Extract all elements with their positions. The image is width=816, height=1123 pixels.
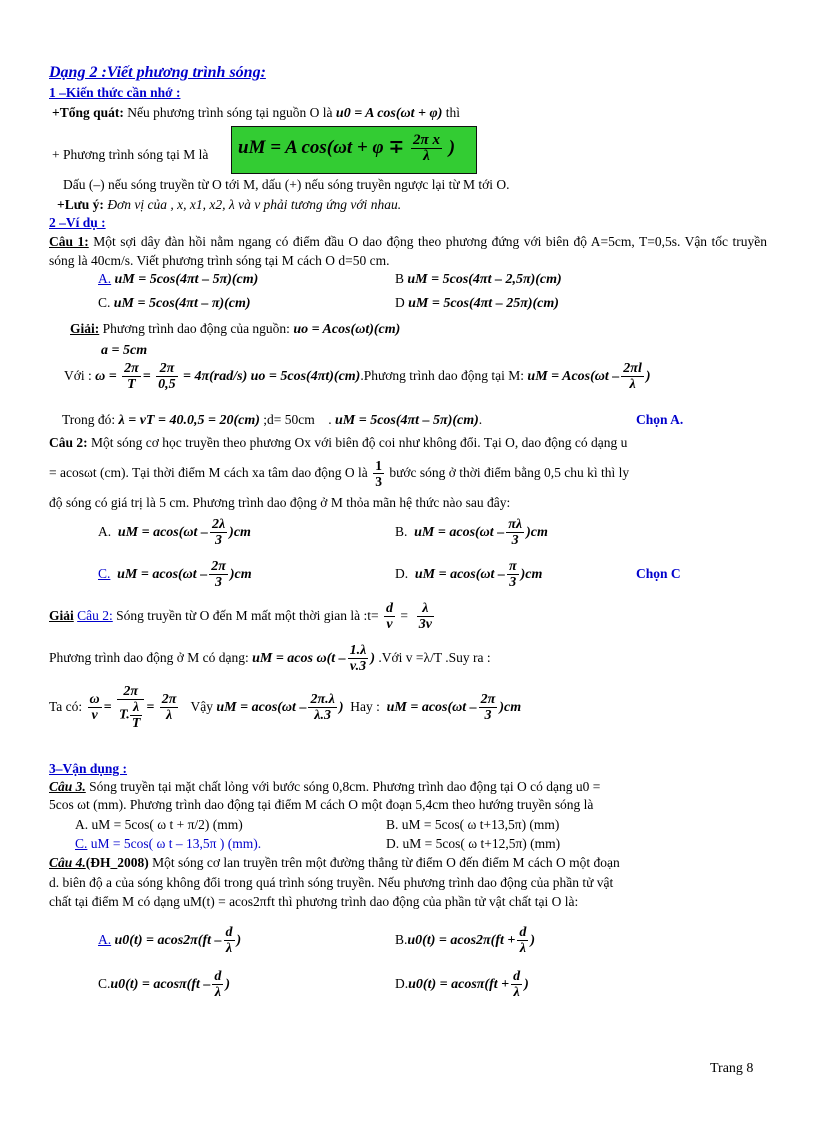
q3-option-d	[386, 835, 560, 853]
sol2-vay-right: )	[338, 700, 344, 715]
sol2-vay-num: 2π.λ	[310, 692, 335, 708]
sol1-formula: uo = Acos(ωt)(cm)	[293, 322, 401, 337]
q4-option-d	[395, 966, 529, 1003]
sol1-choice: Chọn A.	[636, 412, 684, 427]
q2-text-c: bước sóng ở thời điểm bằng 0,5 chu kì thì ly	[389, 465, 630, 480]
q2-option-a-den: 3	[215, 533, 223, 549]
q4-option-b-den: λ	[519, 941, 526, 957]
q4-option-c-num: d	[214, 969, 222, 985]
sol2-label: Giải	[49, 608, 74, 623]
q2-option-a	[98, 514, 251, 551]
section-3-heading: 3–Vận dụng :	[49, 761, 128, 776]
sol2-hay-left: uM = acos(ωt –	[386, 700, 477, 715]
q4-option-d-letter: D.	[395, 976, 409, 991]
q3-option-a-letter: A.	[75, 817, 89, 832]
q2-option-b-num: πλ	[508, 517, 523, 533]
q3-option-b	[386, 816, 559, 834]
q1-option-d-letter: D	[395, 295, 405, 310]
sol2-eq: =	[400, 608, 408, 623]
sol2-2pi-num: 2π	[117, 684, 144, 700]
q1-text	[49, 232, 767, 270]
q4-option-b	[395, 922, 535, 959]
q2-option-d-right: )cm	[520, 567, 543, 582]
q2-option-b-letter: B.	[395, 524, 408, 539]
sol2-line2-num: 1.λ	[349, 643, 367, 659]
q4-option-c-den: λ	[214, 985, 221, 1001]
q4-option-a-left: u0(t) = acos2π(ft –	[114, 933, 222, 948]
q2-option-a-letter: A.	[98, 524, 112, 539]
general-label: +Tổng quát:	[52, 105, 124, 120]
q1-option-d	[395, 294, 559, 313]
q2-option-b	[395, 514, 548, 551]
q2-option-b-right: )cm	[526, 525, 548, 540]
q1-body: Một sợi dây đàn hồi nằm ngang có điểm đầu O dao động theo phương đứng với biên độ A=5cm, T=0,5s. Vận tốc truyền sóng là 40cm/s. Viết phương trình sóng tại M cách O d=50 cm.	[49, 234, 767, 268]
sol1-omega: ω =	[95, 369, 117, 384]
general-then: thì	[445, 105, 461, 120]
q4-source: (ĐH_2008)	[85, 855, 149, 870]
q2-option-d-left: uM = acos(ωt –	[414, 567, 505, 582]
general-line	[52, 104, 460, 123]
sol2-2pil-den: λ	[165, 708, 173, 724]
q2-line-4: độ sóng có giá trị là 5 cm. Phương trình dao động ở M thỏa mãn hệ thức nào sau đây:	[49, 495, 511, 510]
q3-option-d-text: uM = 5cos( ω t+12,5π) (mm)	[402, 836, 561, 851]
q2-option-d-num: π	[508, 559, 517, 575]
q2-choice: Chọn C	[636, 566, 681, 581]
q4-option-a-right: )	[236, 933, 242, 948]
sol2-ref: Câu 2:	[77, 608, 113, 623]
q2-option-c-left: uM = acos(ωt –	[117, 567, 208, 582]
q4-line-1	[49, 854, 620, 872]
q4-option-c	[98, 966, 230, 1003]
q4-option-d-right: )	[524, 977, 529, 992]
q2-text-b: = acosωt (cm). Tại thời điểm M cách xa tâm dao động O là	[49, 465, 368, 480]
sol1-um-den: λ	[629, 377, 636, 393]
q4-option-c-right: )	[225, 977, 231, 992]
sol2-line-3	[49, 680, 521, 735]
sol1-omega-frac1-num: 2π	[124, 361, 139, 377]
sol1-um-left: uM = Acos(ωt –	[527, 369, 620, 384]
q4-option-d-den: λ	[513, 985, 520, 1001]
sol1-lambda-line	[62, 411, 482, 430]
section-1-heading: 1 –Kiến thức cần nhớ :	[49, 85, 181, 100]
sol1-um-num: 2πl	[623, 361, 642, 377]
sol1-omega-frac1-den: T	[127, 377, 136, 393]
sol2-w-den: v	[91, 708, 98, 724]
q4-option-a-den: λ	[225, 941, 233, 957]
boxed-frac-den: λ	[423, 148, 430, 164]
sol2-hay-num: 2π	[480, 692, 496, 708]
page-title: Dạng 2 :Viết phương trình sóng:	[49, 64, 266, 81]
q1-option-b-letter: B	[395, 271, 405, 286]
sol2-w-num: ω	[89, 692, 100, 708]
sol1-in: Trong đó:	[62, 412, 116, 427]
q1-option-a-formula: uM = 5cos(4πt – 5π)(cm)	[114, 272, 259, 287]
q2-option-d-letter: D.	[395, 566, 409, 581]
sol1-text: Phương trình dao động của nguồn:	[102, 321, 290, 336]
sol1-amplitude: a = 5cm	[101, 343, 148, 358]
q2-option-c-num: 2π	[211, 559, 226, 575]
q3-option-d-letter: D.	[386, 836, 400, 851]
sol2-text: Sóng truyền từ O đến M mất một thời gian là :t=	[116, 608, 379, 623]
sol2-frac2-den: 3v	[418, 617, 432, 633]
sol2-vay-left: uM = acos(ωt –	[216, 700, 307, 715]
q3-option-c-letter: C.	[75, 836, 88, 851]
q4-option-b-num: d	[519, 925, 527, 941]
sol2-frac1-den: v	[386, 617, 393, 633]
q2-option-b-left: uM = acos(ωt –	[414, 525, 505, 540]
q2-option-a-right: )cm	[229, 525, 251, 540]
q2-option-c	[98, 556, 252, 593]
q4-option-c-left: u0(t) = acosπ(ft –	[110, 977, 211, 992]
q2-option-d-den: 3	[509, 575, 517, 591]
q2-option-c-letter: C.	[98, 566, 111, 581]
pt-m-label: + Phương trình sóng tại M là	[52, 147, 209, 162]
boxed-formula-right: )	[448, 136, 456, 158]
q4-label: Câu 4.	[49, 855, 86, 870]
page-footer: Trang 8	[710, 1061, 754, 1076]
note-line	[57, 196, 401, 214]
q1-option-c-formula: uM = 5cos(4πt – π)(cm)	[113, 296, 251, 311]
general-text: Nếu phương trình sóng tại nguồn O là	[127, 105, 333, 120]
sol1-omega-result: = 4π(rad/s)	[183, 369, 248, 384]
q1-option-a-letter: A.	[98, 271, 112, 286]
sol2-hay: Hay :	[350, 699, 380, 714]
sol2-lam-den: T	[131, 716, 141, 732]
sol1-omega-frac2-den: 0,5	[158, 377, 176, 393]
q4-option-a-num: d	[225, 925, 233, 941]
q3-option-c	[75, 835, 261, 853]
sol1-d: ;d= 50cm	[263, 412, 315, 427]
boxed-frac-num: 2π x	[413, 132, 440, 148]
q3-label: Câu 3.	[49, 779, 86, 794]
sol2-vay-den: λ.3	[314, 708, 331, 724]
sol1-label: Giải:	[70, 321, 100, 336]
sol2-eq3: =	[146, 700, 155, 715]
general-formula: u0 = A cos(ωt + φ)	[335, 106, 443, 121]
sol2-frac1-num: d	[385, 601, 393, 617]
sol2-lam-num: λ	[130, 700, 143, 716]
q3-option-c-text: uM = 5cos( ω t – 13,5π ) (mm).	[90, 836, 262, 851]
boxed-formula-left: uM = A cos(ωt + φ ∓	[238, 136, 405, 158]
section-2-heading: 2 –Ví dụ :	[49, 215, 106, 230]
q4-text-a: Một sóng cơ lan truyền trên một đường thẳng từ điểm O đến điểm M cách O một đoạn	[152, 855, 620, 870]
q3-option-a-text: uM = 5cos( ω t + π/2) (mm)	[91, 817, 243, 832]
q4-line-3: chất tại điểm M có dạng uM(t) = acos2πft thì phương trình dao động của phần tử vật chất tại O là:	[49, 894, 579, 909]
q2-frac-num: 1	[375, 458, 382, 474]
q3-line-1	[49, 778, 600, 796]
sol2-hay-den: 3	[484, 708, 492, 724]
q1-option-b-formula: uM = 5cos(4πt – 2,5π)(cm)	[407, 272, 562, 287]
q2-line-2	[49, 453, 629, 493]
q3-option-b-letter: B.	[386, 817, 399, 832]
sol2-line2-end: .Với v =λ/T .Suy ra :	[378, 650, 491, 665]
q4-option-b-letter: B.	[395, 932, 408, 947]
q2-frac-den: 3	[375, 474, 382, 490]
sol2-line2-formula-right: )	[370, 651, 376, 666]
q2-option-c-den: 3	[215, 575, 223, 591]
sol2-line-2	[49, 640, 491, 677]
q4-option-d-left: u0(t) = acosπ(ft +	[408, 977, 510, 992]
q4-option-b-left: u0(t) = acos2π(ft +	[407, 933, 516, 948]
sol2-line2-formula-left: uM = acos ω(t –	[252, 651, 346, 666]
q3-line-2: 5cos ωt (mm). Phương trình dao động tại điểm M cách O một đoạn 5,4cm theo hướng truyền sóng là	[49, 797, 594, 812]
boxed-formula	[231, 126, 477, 174]
sol2-t-dot: T.	[119, 708, 130, 724]
q4-option-a-letter: A.	[98, 932, 112, 947]
sol2-vay: Vậy	[190, 699, 214, 714]
sol1-lambda: λ = vT = 40.0,5 = 20(cm)	[118, 413, 260, 428]
sol2-ta: Ta có:	[49, 699, 83, 714]
q2-option-c-right: )cm	[229, 567, 252, 582]
sol1-final: uM = 5cos(4πt – 5π)(cm)	[334, 413, 479, 428]
q2-option-a-num: 2λ	[211, 517, 226, 533]
q1-option-c	[98, 294, 251, 313]
note-label: +Lưu ý:	[57, 197, 104, 212]
q2-option-a-left: uM = acos(ωt –	[117, 525, 208, 540]
q3-option-a	[75, 816, 243, 834]
sol1-u0: uo = 5cos(4πt)(cm)	[250, 369, 361, 384]
q4-option-b-right: )	[530, 933, 536, 948]
sol2-frac2-num: λ	[417, 601, 434, 617]
q1-option-b	[395, 270, 562, 289]
sol1-with: Với :	[64, 368, 92, 383]
q3-text-a: Sóng truyền tại mặt chất lỏng với bước sóng 0,8cm. Phương trình dao động tại O có dạng u0 =	[89, 779, 601, 794]
q4-line-2: d. biên độ a của sóng không đổi trong quá trình sóng truyền. Nếu phương trình dao động của phần tử vật	[49, 875, 614, 890]
q4-option-c-letter: C.	[98, 976, 111, 991]
q2-text-a: Một sóng cơ học truyền theo phương Ox với biên độ coi như không đổi. Tại O, dao động có dạng u	[91, 435, 628, 450]
q2-option-b-den: 3	[511, 533, 519, 549]
sol1-final-dot: .	[478, 412, 483, 427]
sol2-eq2: =	[103, 700, 112, 715]
sol2-hay-right: )cm	[499, 700, 522, 715]
sol2-2pil-num: 2π	[161, 692, 177, 708]
q2-label: Câu 2:	[49, 435, 88, 450]
sol1-um-right: )	[645, 369, 651, 384]
q1-option-a	[98, 270, 258, 289]
sol1-omega-frac2-num: 2π	[156, 361, 178, 377]
q1-label: Câu 1:	[49, 234, 89, 249]
q1-option-c-letter: C.	[98, 295, 111, 310]
q3-option-b-text: uM = 5cos( ω t+13,5π) (mm)	[401, 817, 560, 832]
q2-line-1	[49, 434, 627, 452]
q2-option-d	[395, 556, 542, 593]
note-text: Đơn vị của , x, x1, x2, λ và v phải tương ứng với nhau.	[107, 197, 402, 212]
q4-option-d-num: d	[513, 969, 521, 985]
sol2-line-1	[49, 598, 436, 634]
sol1-pt-m: .Phương trình dao động tại M:	[360, 368, 525, 383]
sign-note: Dấu (–) nếu sóng truyền từ O tới M, dấu (+) nếu sóng truyền ngược lại từ M tới O.	[63, 177, 510, 192]
sol2-line2-den: v.3	[349, 659, 367, 675]
sol1-dot: .	[328, 412, 332, 427]
sol1-omega-line: Với : ω = $\frac{2\pi}{T}$ = $\frac{2\pi}{0,5}$ = 4π(rad/s) uo = 5cos(4πt)(cm).Phương trình dao động tại M: uM = Acos(ωt – $\frac{2\pi l}{\lambda}$ )	[64, 361, 651, 393]
sol2-line2-text: Phương trình dao động ở M có dạng:	[49, 650, 249, 665]
sol1-line	[70, 320, 400, 339]
q1-option-d-formula: uM = 5cos(4πt – 25π)(cm)	[408, 296, 559, 311]
q4-option-a	[98, 922, 241, 959]
